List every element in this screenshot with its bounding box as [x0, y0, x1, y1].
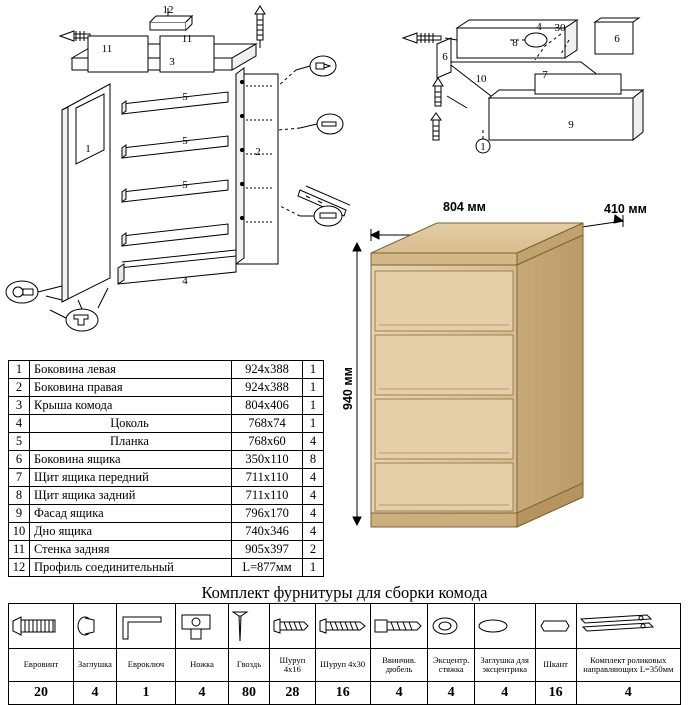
- callout-d8: 8: [512, 37, 518, 49]
- hardware-label: Заглушка: [74, 649, 117, 682]
- part-dimension: 905х397: [232, 541, 303, 559]
- table-row: [9, 469, 324, 487]
- hardware-label: Шкант: [535, 649, 576, 682]
- part-number: 4: [9, 415, 30, 433]
- table-row: [9, 433, 324, 451]
- part-number: 1: [9, 361, 30, 379]
- leg-icon: [176, 604, 229, 649]
- part-number: 11: [9, 541, 30, 559]
- hardware-count: 16: [315, 682, 370, 705]
- drawer-exploded-diagram: [385, 0, 689, 160]
- part-dimension: 924х388: [232, 361, 303, 379]
- part-name: Профиль соединительный: [30, 559, 232, 577]
- part-name: Стенка задняя: [30, 541, 232, 559]
- hardware-count: 4: [176, 682, 229, 705]
- part-name: Щит ящика задний: [30, 487, 232, 505]
- callout-d6b: 6: [614, 33, 620, 45]
- part-dimension: 924х388: [232, 379, 303, 397]
- part-name: Боковина ящика: [30, 451, 232, 469]
- cam-lock-icon: [428, 604, 474, 649]
- part-number: 2: [9, 379, 30, 397]
- part-number: 3: [9, 397, 30, 415]
- table-row: [9, 523, 324, 541]
- nail-icon: [229, 604, 270, 649]
- part-number: 7: [9, 469, 30, 487]
- dimension-width: 804 мм: [443, 200, 486, 214]
- part-qty: 4: [303, 433, 324, 451]
- part-qty: 1: [303, 361, 324, 379]
- part-qty: 4: [303, 487, 324, 505]
- part-number: 10: [9, 523, 30, 541]
- hardware-count: 16: [535, 682, 576, 705]
- part-name: Боковина правая: [30, 379, 232, 397]
- cam-cap-icon: [474, 604, 535, 649]
- part-dimension: 740х346: [232, 523, 303, 541]
- part-name: Боковина левая: [30, 361, 232, 379]
- dimension-height: 940 мм: [341, 367, 355, 410]
- dowel-pin-icon: [535, 604, 576, 649]
- part-dimension: L=877мм: [232, 559, 303, 577]
- part-dimension: 350х110: [232, 451, 303, 469]
- hardware-count: 4: [576, 682, 680, 705]
- hardware-count: 28: [270, 682, 316, 705]
- part-dimension: 768х74: [232, 415, 303, 433]
- part-name: Планка: [30, 433, 232, 451]
- part-name: Цоколь: [30, 415, 232, 433]
- part-name: Дно ящика: [30, 523, 232, 541]
- callout-5a: 5: [182, 91, 188, 103]
- hardware-table: [8, 603, 681, 705]
- callout-d1: 1: [480, 141, 486, 153]
- hardware-label: Эксцентр. стяжка: [428, 649, 474, 682]
- cabinet-exploded-diagram: [0, 0, 350, 350]
- dowel-icon: [370, 604, 428, 649]
- table-row: [9, 541, 324, 559]
- table-row: [9, 559, 324, 577]
- table-row: [9, 397, 324, 415]
- callout-3: 3: [169, 56, 175, 68]
- callout-4: 4: [182, 275, 188, 287]
- part-name: Щит ящика передний: [30, 469, 232, 487]
- hardware-label: Ножка: [176, 649, 229, 682]
- part-number: 9: [9, 505, 30, 523]
- table-row: [9, 379, 324, 397]
- part-qty: 1: [303, 559, 324, 577]
- part-qty: 8: [303, 451, 324, 469]
- callout-11a: 11: [101, 43, 113, 55]
- slide-rails-icon: [576, 604, 680, 649]
- screw-4x16-icon: [270, 604, 316, 649]
- table-row: [9, 451, 324, 469]
- callout-d30: 30: [554, 22, 566, 34]
- callout-d10: 10: [475, 73, 487, 85]
- part-number: 6: [9, 451, 30, 469]
- table-row: [9, 487, 324, 505]
- part-dimension: 796х170: [232, 505, 303, 523]
- callout-2: 2: [255, 146, 261, 158]
- part-number: 12: [9, 559, 30, 577]
- hardware-count: 4: [74, 682, 117, 705]
- hardware-count: 4: [428, 682, 474, 705]
- part-qty: 4: [303, 469, 324, 487]
- screw-4x30-icon: [315, 604, 370, 649]
- eurokey-icon: [117, 604, 176, 649]
- hardware-count: 4: [370, 682, 428, 705]
- hardware-label: Шуруп 4х30: [315, 649, 370, 682]
- hardware-label: Евровинт: [9, 649, 74, 682]
- callout-d7: 7: [542, 69, 548, 81]
- chest-render: [335, 195, 689, 555]
- hardware-count: 20: [9, 682, 74, 705]
- part-name: Фасад ящика: [30, 505, 232, 523]
- hardware-label: Гвоздь: [229, 649, 270, 682]
- table-row: [9, 415, 324, 433]
- part-qty: 1: [303, 379, 324, 397]
- hardware-count: 80: [229, 682, 270, 705]
- part-name: Крыша комода: [30, 397, 232, 415]
- hardware-label: Заглушка для эксцентрика: [474, 649, 535, 682]
- hardware-label: Евроключ: [117, 649, 176, 682]
- part-qty: 4: [303, 505, 324, 523]
- hardware-label: Ввинчив. дюбель: [370, 649, 428, 682]
- callout-d9: 9: [568, 119, 574, 131]
- callout-5c: 5: [182, 179, 188, 191]
- callout-5b: 5: [182, 135, 188, 147]
- part-qty: 1: [303, 415, 324, 433]
- table-row: [9, 361, 324, 379]
- hardware-count: 1: [117, 682, 176, 705]
- part-dimension: 711х110: [232, 487, 303, 505]
- hardware-label: Комплект роликовых направляющих L=350мм: [576, 649, 680, 682]
- part-dimension: 711х110: [232, 469, 303, 487]
- part-number: 5: [9, 433, 30, 451]
- part-dimension: 768х60: [232, 433, 303, 451]
- part-qty: 4: [303, 523, 324, 541]
- part-qty: 1: [303, 397, 324, 415]
- hardware-count: 4: [474, 682, 535, 705]
- part-dimension: 804х406: [232, 397, 303, 415]
- part-number: 8: [9, 487, 30, 505]
- callout-d4: 4: [536, 21, 542, 33]
- cap-icon: [74, 604, 117, 649]
- part-qty: 2: [303, 541, 324, 559]
- hardware-title: Комплект фурнитуры для сборки комода: [201, 583, 488, 602]
- hardware-label: Шуруп 4х16: [270, 649, 316, 682]
- eurobolt-icon: [9, 604, 74, 649]
- table-row: [9, 505, 324, 523]
- callout-11b: 11: [181, 33, 193, 45]
- parts-table: [8, 360, 324, 577]
- dimension-depth: 410 мм: [604, 202, 647, 216]
- callout-12: 12: [162, 4, 174, 16]
- callout-1: 1: [85, 143, 91, 155]
- callout-d6a: 6: [442, 51, 448, 63]
